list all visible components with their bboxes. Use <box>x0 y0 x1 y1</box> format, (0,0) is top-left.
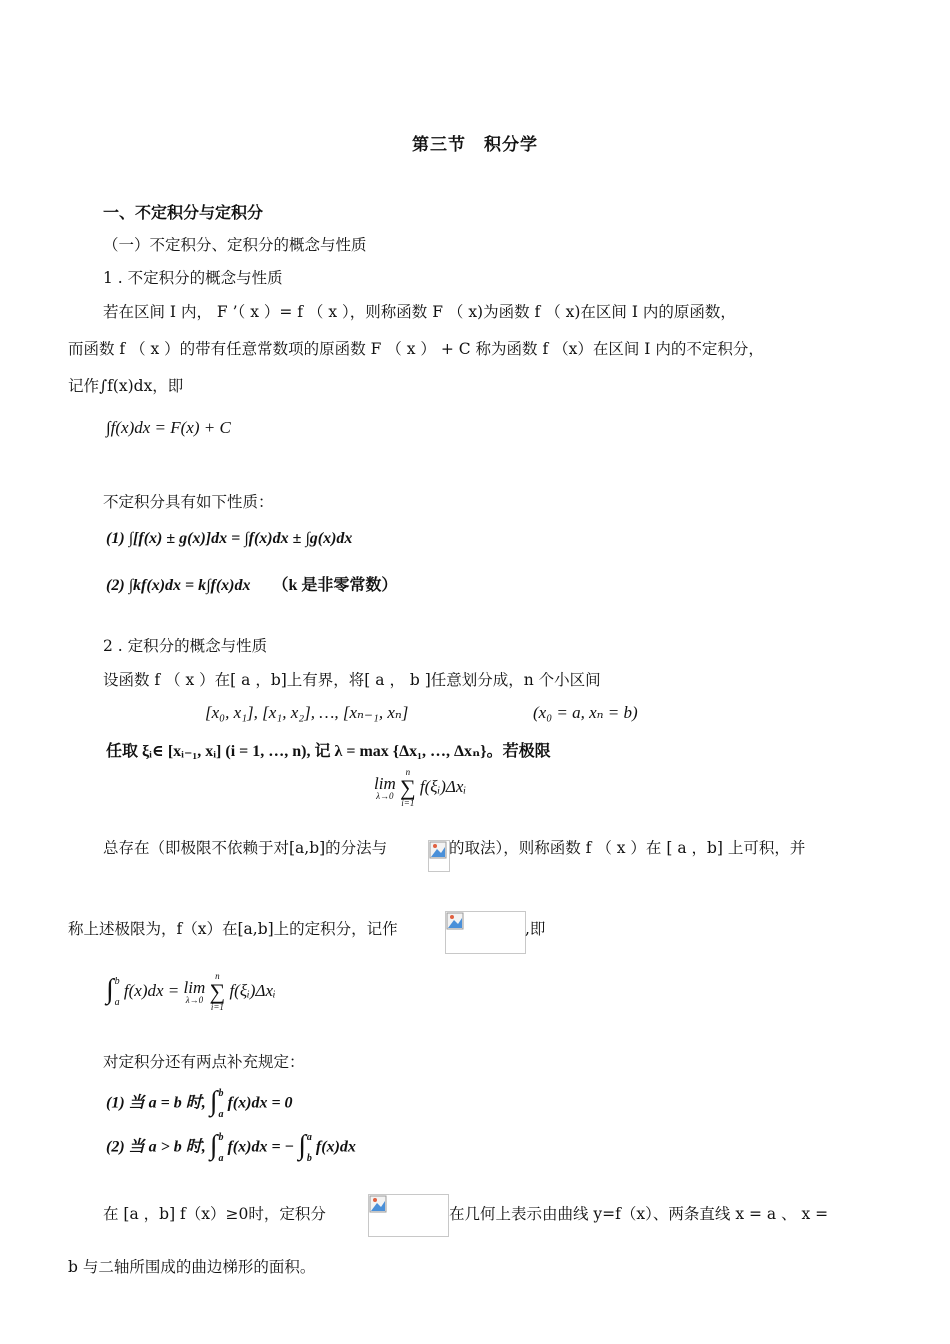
subintervals-note: (x₀ = a, xₙ = b) <box>533 703 638 722</box>
paragraph-4-start: 称上述极限为，f（x）在[a,b]上的定积分，记作 <box>68 920 398 938</box>
image-placeholder-icon <box>369 1195 387 1213</box>
limit-subscript: λ→0 <box>376 791 394 801</box>
page-title: 第三节 积分学 <box>412 135 538 155</box>
paragraph-4-end: ,即 <box>525 920 546 938</box>
paragraph-2-line-1: 设函数 f （ x ）在[ a ，b]上有界，将[ a ， b ]任意划分成，n 个小区间 <box>103 671 601 689</box>
integral-sign: ∫ b a <box>209 1130 224 1164</box>
sum-upper: n <box>405 767 411 777</box>
property-2 <box>106 572 397 595</box>
paragraph-5-line-2: b 与二轴所围成的曲边梯形的面积。 <box>68 1258 316 1276</box>
pick-points-line: 任取 ξᵢ∈ [xᵢ₋₁, xᵢ] (i = 1, …, n), 记 λ = max {Δx₁, …, Δxₙ}。若极限 <box>106 743 551 760</box>
properties-intro: 不定积分具有如下性质： <box>103 493 274 511</box>
paragraph-1-line-3: 记作∫f(x)dx，即 <box>68 377 184 395</box>
paragraph-3-start: 总存在（即极限不依赖于对[a,b]的分法与 <box>103 839 388 857</box>
paragraph-3-end: 的取法），则称函数 f （ x ）在 [ a ，b] 上可积，并 <box>449 839 806 857</box>
sum-operator <box>400 768 416 808</box>
integral-lhs: f(x)dx = <box>123 980 184 1000</box>
formula-definite-integral <box>106 972 276 1012</box>
sum-body: f(ξᵢ)Δxᵢ <box>419 776 467 796</box>
riemann-limit <box>374 768 466 808</box>
limit-operator: lim λ→0 <box>183 978 206 1005</box>
image-placeholder-icon <box>446 912 464 930</box>
formula-indefinite-integral: ∫f(x)dx = F(x) + C <box>106 418 231 437</box>
rule-2 <box>106 1132 356 1164</box>
rule-2-prefix: (2) 当 a > b 时, <box>106 1138 206 1156</box>
sum-lower: i=1 <box>401 798 415 808</box>
paragraph-5-end: 在几何上表示由曲线 y=f（x）、两条直线 x = a 、 x = <box>449 1205 829 1223</box>
paragraph-1-line-2: 而函数 f （ x ）的带有任意常数项的原函数 F （ x ） + C 称为函数 f （x）在区间 I 内的不定积分， <box>68 340 764 358</box>
item-heading-2: 2 . 定积分的概念与性质 <box>103 637 268 655</box>
image-placeholder-icon <box>429 841 447 859</box>
paragraph-1-line-1: 若在区间 I 内， F ’（ x ）= f （ x ），则称函数 F （ x)为函数 f （ x)在区间 I 内的原函数， <box>103 303 736 321</box>
rule-2-body-2: f(x)dx <box>315 1138 356 1156</box>
broken-image-icon <box>428 840 450 872</box>
broken-image-definite-integral-2 <box>368 1194 449 1237</box>
limit-word: lim <box>374 774 396 793</box>
section-heading: 一、不定积分与定积分 <box>103 203 264 222</box>
integral-lower-limit: a <box>114 997 120 1008</box>
rule-1 <box>106 1088 293 1120</box>
broken-image-definite-integral <box>445 911 526 954</box>
limit-operator <box>374 775 396 801</box>
subsection-heading: （一）不定积分、定积分的概念与性质 <box>103 236 367 254</box>
sum-operator: n ∑ i=1 <box>209 971 226 1012</box>
rule-1-prefix: (1) 当 a = b 时, <box>106 1094 206 1112</box>
rule-1-body: f(x)dx = 0 <box>227 1094 293 1112</box>
paragraph-5-start: 在 [a ，b] f（x）≥0时，定积分 <box>103 1205 326 1223</box>
integral-sign: ∫ b a <box>209 1086 224 1120</box>
sigma-symbol: ∑ <box>399 775 416 800</box>
supplement-intro: 对定积分还有两点补充规定： <box>103 1053 305 1071</box>
property-2-note: （k 是非零常数） <box>272 577 398 594</box>
property-2-formula: (2) ∫kf(x)dx = k∫f(x)dx <box>106 577 251 594</box>
integral-rhs: f(ξᵢ)Δxᵢ <box>229 980 276 1000</box>
subintervals: [x₀, x₁], [x₁, x₂], …, [xₙ₋₁, xₙ] <box>205 703 409 722</box>
integral-sign: ∫ a b <box>298 1130 312 1164</box>
integral-sign: ∫ b a <box>106 974 120 1008</box>
integral-upper-limit: b <box>114 976 120 987</box>
rule-2-body: f(x)dx = − <box>227 1138 295 1156</box>
item-heading-1: 1 . 不定积分的概念与性质 <box>103 269 283 287</box>
property-1: (1) ∫[f(x) ± g(x)]dx = ∫f(x)dx ± ∫g(x)dx <box>106 530 353 547</box>
